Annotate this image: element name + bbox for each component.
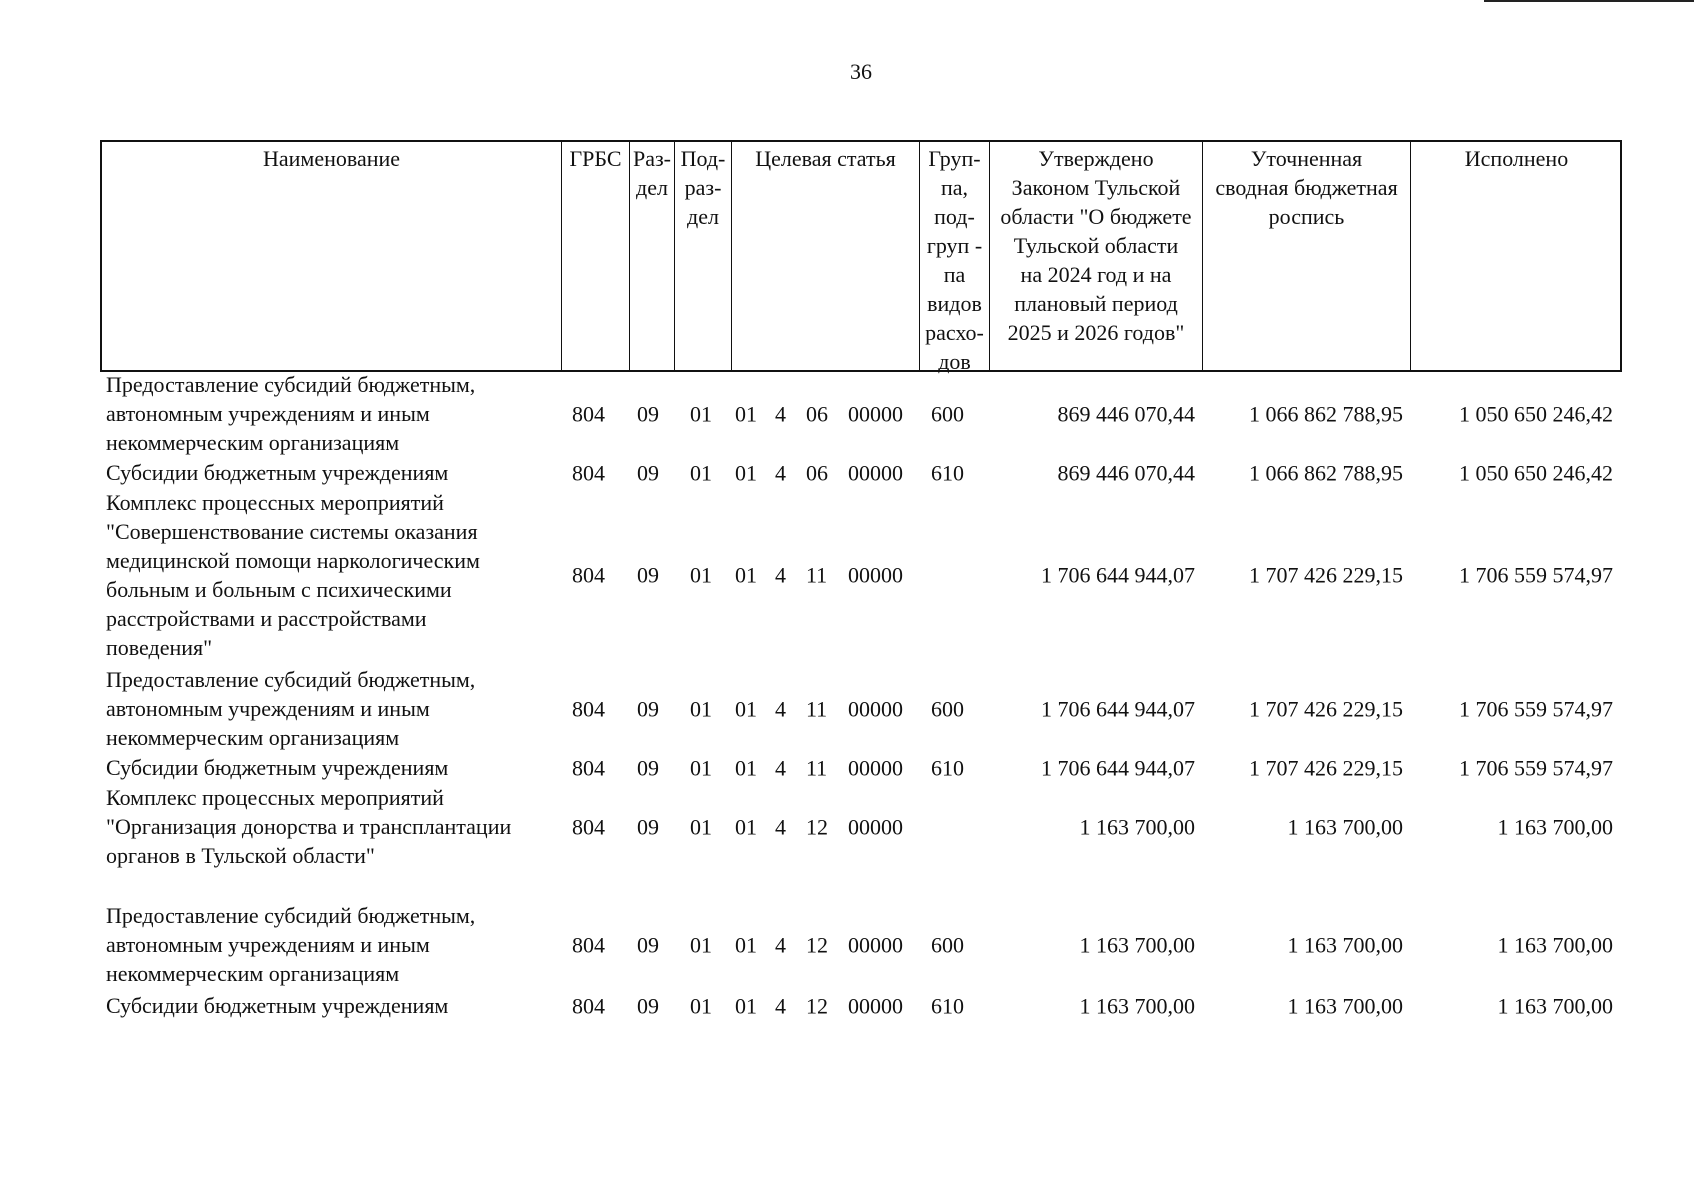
page-number: 36	[850, 59, 872, 84]
row-refined: 1 066 862 788,95	[1249, 460, 1403, 485]
row-target-program: 01	[735, 814, 757, 839]
row-grbs: 804	[572, 814, 605, 839]
row-name: Комплекс процессных мероприятий "Организация донорства и трансплантации органов в Тульской области"	[106, 785, 512, 868]
row-target-complex: 06	[806, 460, 828, 485]
row-name: Предоставление субсидий бюджетным, автономным учреждениям и иным некоммерческим организациям	[106, 903, 476, 986]
row-executed: 1 050 650 246,42	[1459, 401, 1613, 426]
row-executed: 1 706 559 574,97	[1459, 696, 1613, 721]
header-target	[731, 142, 919, 370]
row-executed: 1 163 700,00	[1497, 814, 1613, 839]
row-executed: 1 706 559 574,97	[1459, 562, 1613, 588]
row-target-direction: 00000	[848, 460, 903, 485]
table-row	[0, 991, 1694, 1020]
row-group: 610	[931, 993, 964, 1018]
table-row	[0, 370, 1694, 457]
row-target-type: 4	[775, 401, 786, 426]
row-target-direction: 00000	[848, 814, 903, 839]
header-executed-label: Исполнено	[1464, 146, 1569, 171]
row-group: 600	[931, 932, 964, 957]
row-approved: 1 163 700,00	[1079, 993, 1195, 1018]
row-group: 610	[931, 755, 964, 780]
table-row	[0, 488, 1694, 662]
row-target-program: 01	[735, 993, 757, 1018]
row-executed: 1 163 700,00	[1497, 993, 1613, 1018]
row-refined: 1 163 700,00	[1287, 932, 1403, 957]
row-name: Субсидии бюджетным учреждениям	[106, 755, 449, 780]
row-podrazdel: 01	[690, 814, 712, 839]
row-approved: 1 706 644 944,07	[1041, 755, 1195, 780]
row-razdel: 09	[637, 696, 659, 721]
row-target-type: 4	[775, 932, 786, 957]
row-refined: 1 707 426 229,15	[1249, 696, 1403, 721]
row-target-program: 01	[735, 755, 757, 780]
row-razdel: 09	[637, 932, 659, 957]
row-target-type: 4	[775, 814, 786, 839]
row-approved: 869 446 070,44	[1057, 460, 1195, 485]
table-row	[0, 753, 1694, 782]
header-refined-label: Уточненная сводная бюджетная роспись	[1215, 146, 1398, 229]
row-name: Предоставление субсидий бюджетным, автономным учреждениям и иным некоммерческим организациям	[106, 372, 476, 455]
row-group: 600	[931, 696, 964, 721]
row-refined: 1 163 700,00	[1287, 814, 1403, 839]
row-approved: 1 706 644 944,07	[1041, 562, 1195, 588]
row-target-complex: 12	[806, 814, 828, 839]
row-razdel: 09	[637, 814, 659, 839]
row-approved: 869 446 070,44	[1057, 401, 1195, 426]
row-name: Комплекс процессных мероприятий "Совершенствование системы оказания медицинской помощи наркологическим больным и больным с психическими расстройствами и расстройствами поведения"	[106, 490, 480, 660]
row-target-type: 4	[775, 460, 786, 485]
table-header	[100, 140, 1622, 372]
row-group: 610	[931, 460, 964, 485]
row-target-type: 4	[775, 755, 786, 780]
row-grbs: 804	[572, 696, 605, 721]
row-target-complex: 06	[806, 401, 828, 426]
table-row	[0, 458, 1694, 487]
table-row	[0, 665, 1694, 752]
header-razdel-label: Раз- дел	[632, 146, 672, 200]
header-group	[919, 142, 989, 374]
row-approved: 1 706 644 944,07	[1041, 696, 1195, 721]
header-target-label: Целевая статья	[755, 146, 896, 171]
header-refined	[1202, 142, 1410, 370]
row-target-direction: 00000	[848, 696, 903, 721]
row-target-direction: 00000	[848, 562, 903, 588]
row-razdel: 09	[637, 993, 659, 1018]
row-target-type: 4	[775, 696, 786, 721]
row-name: Субсидии бюджетным учреждениям	[106, 993, 449, 1018]
header-grbs	[561, 142, 629, 370]
row-target-direction: 00000	[848, 993, 903, 1018]
header-group-label: Груп- па, под- груп - па видов расхо- дов	[925, 146, 984, 374]
row-razdel: 09	[637, 401, 659, 426]
row-target-direction: 00000	[848, 932, 903, 957]
row-grbs: 804	[572, 460, 605, 485]
table-row	[0, 783, 1694, 870]
row-approved: 1 163 700,00	[1079, 932, 1195, 957]
row-grbs: 804	[572, 755, 605, 780]
row-target-direction: 00000	[848, 755, 903, 780]
row-target-program: 01	[735, 401, 757, 426]
header-executed	[1410, 142, 1622, 370]
row-target-complex: 11	[806, 696, 828, 721]
row-target-complex: 12	[806, 993, 828, 1018]
row-target-type: 4	[775, 993, 786, 1018]
header-name-label: Наименование	[262, 146, 401, 171]
row-target-program: 01	[735, 932, 757, 957]
row-name: Субсидии бюджетным учреждениям	[106, 460, 449, 485]
row-grbs: 804	[572, 401, 605, 426]
row-executed: 1 050 650 246,42	[1459, 460, 1613, 485]
row-podrazdel: 01	[690, 993, 712, 1018]
row-executed: 1 163 700,00	[1497, 932, 1613, 957]
header-approved	[989, 142, 1202, 370]
table-row	[0, 901, 1694, 988]
row-target-program: 01	[735, 696, 757, 721]
row-approved: 1 163 700,00	[1079, 814, 1195, 839]
row-target-complex: 11	[806, 562, 828, 588]
header-name	[102, 142, 561, 370]
row-razdel: 09	[637, 755, 659, 780]
row-podrazdel: 01	[690, 460, 712, 485]
row-grbs: 804	[572, 562, 605, 588]
corner-rule	[1484, 0, 1694, 2]
row-razdel: 09	[637, 460, 659, 485]
row-target-direction: 00000	[848, 401, 903, 426]
row-target-type: 4	[775, 562, 786, 588]
row-name: Предоставление субсидий бюджетным, автономным учреждениям и иным некоммерческим организациям	[106, 667, 476, 750]
row-target-complex: 12	[806, 932, 828, 957]
row-grbs: 804	[572, 932, 605, 957]
row-refined: 1 066 862 788,95	[1249, 401, 1403, 426]
row-podrazdel: 01	[690, 562, 712, 588]
row-executed: 1 706 559 574,97	[1459, 755, 1613, 780]
row-refined: 1 163 700,00	[1287, 993, 1403, 1018]
header-grbs-label: ГРБС	[569, 146, 622, 171]
row-razdel: 09	[637, 562, 659, 588]
header-approved-label: Утверждено Законом Тульской области "О бюджете Тульской области на 2024 год и на плановый период 2025 и 2026 годов"	[1000, 146, 1192, 345]
header-razdel	[629, 142, 674, 370]
row-target-program: 01	[735, 460, 757, 485]
row-refined: 1 707 426 229,15	[1249, 562, 1403, 588]
row-podrazdel: 01	[690, 401, 712, 426]
row-group: 600	[931, 401, 964, 426]
row-podrazdel: 01	[690, 755, 712, 780]
row-refined: 1 707 426 229,15	[1249, 755, 1403, 780]
row-podrazdel: 01	[690, 932, 712, 957]
row-target-program: 01	[735, 562, 757, 588]
row-grbs: 804	[572, 993, 605, 1018]
header-podrazdel-label: Под- раз- дел	[680, 146, 726, 229]
header-podrazdel	[674, 142, 731, 370]
row-podrazdel: 01	[690, 696, 712, 721]
row-target-complex: 11	[806, 755, 828, 780]
